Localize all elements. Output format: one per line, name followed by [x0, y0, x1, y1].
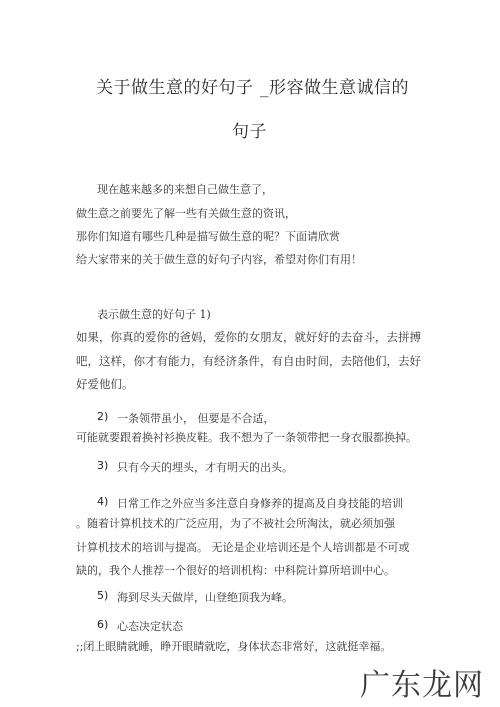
- item-6-line-2: ;;闭上眼睛就睡，睁开眼睛就吃，身体状态非常好，这就挺幸福。: [76, 640, 392, 653]
- item-2-line-1: 一条领带虽小， 但要是不合适，: [117, 412, 275, 425]
- title-part-2: _形容做生意诚信的: [260, 78, 409, 98]
- title-part-1: 关于做生意的好句子: [96, 78, 254, 98]
- item-4-line-1: 日常工作之外应当多注意自身修养的提高及自身技能的培训: [117, 497, 403, 510]
- item-6-line-1: 心态决定状态: [117, 620, 183, 633]
- item-1-line-1: 如果，你真的爱你的爸妈，爱你的女朋友，就好好的去奋斗，去拼搏: [76, 330, 421, 344]
- title-line-2: 句子: [232, 122, 267, 142]
- item-2-number: 2): [97, 410, 109, 423]
- item-4-number: 4): [97, 495, 109, 508]
- intro-line-1: 现在越来越多的来想自己做生意了，: [97, 183, 273, 196]
- item-3-number: 3): [97, 459, 109, 472]
- item-1-line-3: 好爱他们。: [76, 377, 134, 391]
- section-heading: 表示做生意的好句子 1): [97, 308, 211, 321]
- item-6-number: 6): [97, 618, 109, 631]
- item-2-line-2: 可能就要跟着换衬衫换皮鞋。我不想为了一条领带把一身衣服都换掉。: [76, 431, 417, 444]
- item-3-text: 只有今天的埋头，才有明天的出头。: [117, 461, 293, 474]
- watermark-logo: 广东龙网: [360, 668, 484, 703]
- item-4-line-2: 。随着计算机技术的广泛应用，为了不被社会所淘汰，就必须加强: [76, 517, 395, 530]
- item-4-line-3: 计算机技术的培训与提高。 无论是企业培训还是个人培训都是不可或: [76, 541, 410, 554]
- item-5-text: 海到尽头天做岸，山登绝顶我为峰。: [117, 591, 293, 604]
- intro-line-4: 给大家带来的关于做生意的好句子内容，希望对你们有用！: [76, 253, 362, 266]
- item-5-number: 5): [97, 589, 109, 602]
- intro-line-2: 做生意之前要先了解一些有关做生意的资讯，: [76, 207, 296, 220]
- item-4-line-4: 缺的，我个人推荐一个很好的培训机构：中科院计算所培训中心。: [76, 564, 395, 577]
- intro-line-3: 那你们知道有哪些几种是描写做生意的呢？下面请欣赏: [76, 230, 340, 243]
- item-1-line-2: 吧，这样，你才有能力，有经济条件，有自由时间，去陪他们，去好: [76, 354, 421, 368]
